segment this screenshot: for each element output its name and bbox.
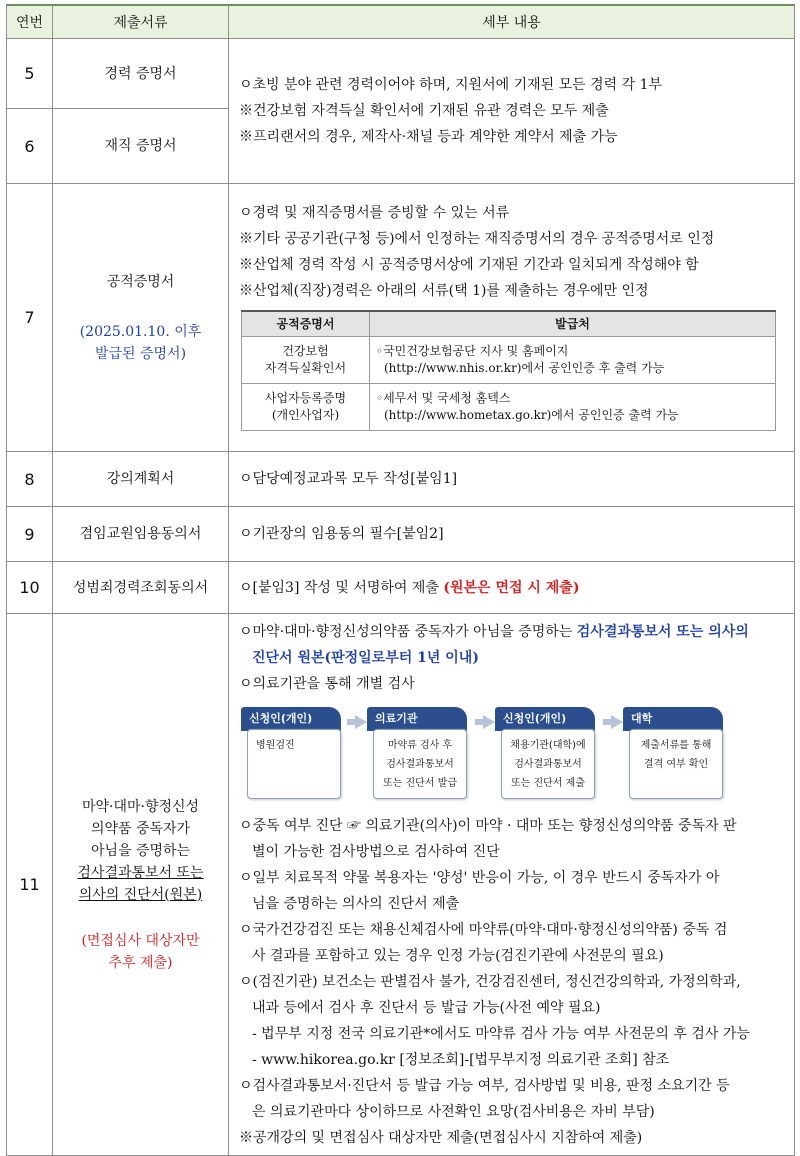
detail-line xyxy=(239,575,788,601)
row-number: 6 xyxy=(7,109,53,184)
flow-step-medical xyxy=(367,707,475,801)
flow-arrow-icon xyxy=(355,715,367,729)
detail-text: ㅇ마약·대마·향정신성의약품 중독자가 아님을 증명하는 xyxy=(239,623,577,640)
detail-line: ※산업체(직장)경력은 아래의 서류(택 1)를 제출하는 경우에만 인정 xyxy=(239,283,649,299)
detail-line: ㅇ초빙 분야 관련 경력이어야 하며, 지원서에 기재된 모든 경력 각 1부 xyxy=(239,77,663,93)
document-name: 경력 증명서 xyxy=(53,39,229,109)
row-detail-10 xyxy=(229,562,795,614)
sub-header-doc: 공적증명서 xyxy=(242,311,370,337)
flow-step-text: 또는 진단서 발급 xyxy=(383,777,457,789)
detail-line: ㅇ일부 치료목적 약물 복용자는 '양성' 반응이 가능, 이 경우 반드시 중독자가 아 xyxy=(239,869,720,886)
flow-step-head: 대학 xyxy=(623,707,723,731)
flow-step-text: 채용기관(대학)에 xyxy=(510,739,586,751)
flow-step-body xyxy=(629,729,723,799)
official-certificate-table xyxy=(241,310,776,431)
header-doc: 제출서류 xyxy=(53,5,229,39)
document-name: 겸임교원임용동의서 xyxy=(53,507,229,562)
flow-step-body xyxy=(373,729,467,799)
header-detail: 세부 내용 xyxy=(229,5,795,39)
flow-arrow-icon xyxy=(483,715,495,729)
flow-step-text: 또는 진단서 제출 xyxy=(511,777,585,789)
detail-line: ※기타 공공기관(구청 등)에서 인정하는 재직증명서의 경우 공적증명서로 인정 xyxy=(239,231,715,247)
flow-step-text: 결격 여부 확인 xyxy=(643,758,709,770)
document-name-cell xyxy=(53,184,229,452)
detail-line: ㅇ의료기관을 통해 개별 검사 xyxy=(239,675,415,692)
table-header-row xyxy=(7,5,795,39)
table-row-5 xyxy=(7,39,795,109)
document-name-line: 의사의 진단서(원본) xyxy=(78,886,203,903)
sub-doc-cell xyxy=(242,384,370,431)
row-number: 9 xyxy=(7,507,53,562)
table-row-8 xyxy=(7,452,795,507)
flow-step-head: 의료기관 xyxy=(367,707,467,731)
flow-step-university xyxy=(623,707,731,801)
detail-line: ※공개강의 및 면접심사 대상자만 제출(면접심사시 지참하여 제출) xyxy=(239,1129,643,1146)
detail-line: ㅇ기관장의 임용동의 필수[붙임2] xyxy=(239,526,444,542)
document-name-cell xyxy=(53,614,229,1156)
flow-step-body xyxy=(247,729,341,799)
document-name-line: 아님을 증명하는 xyxy=(90,842,191,859)
detail-line: 님을 증명하는 의사의 진단서 제출 xyxy=(252,895,460,912)
sub-doc-line: 자격득실확인서 xyxy=(264,361,347,375)
row-number: 8 xyxy=(7,452,53,507)
row-number: 7 xyxy=(7,184,53,452)
sub-doc-cell xyxy=(242,337,370,384)
detail-text: ㅇ[붙임3] 작성 및 서명하여 제출 xyxy=(239,579,444,596)
flow-step-text: 검사결과통보서 xyxy=(386,758,454,770)
highlight-text: 검사결과통보서 또는 의사의 xyxy=(576,623,749,640)
sub-doc-line: 건강보험 xyxy=(282,344,329,358)
sub-source-line: (http://www.hometax.go.kr)에서 공인인증 출력 가능 xyxy=(384,408,679,422)
detail-line: ※프리랜서의 경우, 제작사·채널 등과 계약한 계약서 제출 가능 xyxy=(239,129,618,145)
detail-line: ㅇ국가건강검진 또는 채용신체검사에 마약류(마약·대마·향정신성의약품) 중독 검 xyxy=(239,921,728,938)
row-number: 5 xyxy=(7,39,53,109)
sub-source-cell xyxy=(370,337,776,384)
flow-step-head: 신청인(개인) xyxy=(241,707,341,731)
document-date-note: 발급된 증명서) xyxy=(94,345,187,362)
table-row-9 xyxy=(7,507,795,562)
row-number: 10 xyxy=(7,562,53,614)
sub-table-row xyxy=(242,337,776,384)
detail-line: ㅇ검사결과통보서·진단서 등 발급 가능 여부, 검사방법 및 비용, 판정 소요기간 등 xyxy=(239,1077,730,1094)
detail-line: 별이 가능한 검사방법으로 검사하여 진단 xyxy=(252,843,500,860)
flow-step-text: 병원검진 xyxy=(256,739,295,751)
sub-header-source: 발급처 xyxy=(370,311,776,337)
table-row-10 xyxy=(7,562,795,614)
original-at-interview-note: (원본은 면접 시 제출) xyxy=(443,579,580,596)
flow-step-head: 신청인(개인) xyxy=(495,707,595,731)
document-name: 공적증명서 xyxy=(106,273,175,290)
detail-line: 내과 등에서 검사 후 진단서 등 발급 가능(사전 예약 필요) xyxy=(252,999,601,1016)
document-name-line: 마약·대마·향정신성 xyxy=(81,798,200,815)
document-name-line: 검사결과통보서 또는 xyxy=(77,864,204,881)
row-detail-8 xyxy=(229,452,795,507)
document-date-note: (2025.01.10. 이후 xyxy=(79,323,202,340)
flow-step-text: 검사결과통보서 xyxy=(514,758,582,770)
table-row-11 xyxy=(7,614,795,1156)
row-number: 11 xyxy=(7,614,53,1156)
interview-only-note: (면접심사 대상자만 xyxy=(81,932,200,949)
flow-step-text: 마약류 검사 후 xyxy=(387,739,453,751)
detail-line xyxy=(239,619,788,645)
submission-documents-table xyxy=(6,4,795,1156)
detail-line: ※건강보험 자격득실 확인서에 기재된 유관 경력은 모두 제출 xyxy=(239,103,609,119)
detail-line: ㅇ중독 여부 진단 ☞ 의료기관(의사)이 마약 · 대마 또는 향정신성의약품 중독자 판 xyxy=(239,817,737,834)
detail-line: ※산업체 경력 작성 시 공적증명서상에 기재된 기간과 일치되게 작성해야 함 xyxy=(239,257,699,273)
row-detail-11 xyxy=(229,614,795,1156)
inspection-flow-diagram xyxy=(239,701,788,807)
table-row-7 xyxy=(7,184,795,452)
sub-table-header xyxy=(242,311,776,337)
header-no: 연번 xyxy=(7,5,53,39)
highlight-text: 진단서 원본(판정일로부터 1년 이내) xyxy=(252,649,479,666)
document-name: 성범죄경력조회동의서 xyxy=(53,562,229,614)
detail-line: - www.hikorea.go.kr [정보조회]-[법무부지정 의료기관 조회] 참조 xyxy=(252,1051,670,1068)
sub-doc-line: (개인사업자) xyxy=(271,408,340,422)
sub-source-line: (http://www.nhis.or.kr)에서 공인인증 후 출력 가능 xyxy=(384,361,665,375)
flow-arrow-icon xyxy=(611,715,623,729)
document-name-line: 의약품 중독자가 xyxy=(90,820,191,837)
detail-line: ㅇ경력 및 재직증명서를 증빙할 수 있는 서류 xyxy=(239,205,510,221)
detail-line: - 법무부 지정 전국 의료기관*에서도 마약류 검사 가능 여부 사전문의 후 검사 가능 xyxy=(252,1025,750,1042)
document-name: 강의계획서 xyxy=(53,452,229,507)
document-name: 재직 증명서 xyxy=(53,109,229,184)
detail-line: 사 결과를 포함하고 있는 경우 인정 가능(검진기관에 사전문의 필요) xyxy=(252,947,664,964)
sub-source-line: ◦국민건강보험공단 지사 및 홈페이지 xyxy=(376,344,569,358)
row-detail-7 xyxy=(229,184,795,452)
sub-source-cell xyxy=(370,384,776,431)
flow-step-text: 제출서류를 통해 xyxy=(640,739,712,751)
flow-step-applicant xyxy=(241,707,349,801)
detail-line: ㅇ(검진기관) 보건소는 판별검사 불가, 건강검진센터, 정신건강의학과, 가정의학과, xyxy=(239,973,741,990)
detail-line: ㅇ담당예정교과목 모두 작성[붙임1] xyxy=(239,471,458,487)
sub-doc-line: 사업자등록증명 xyxy=(264,391,347,405)
flow-step-body xyxy=(501,729,595,799)
row-detail-9 xyxy=(229,507,795,562)
sub-table-row xyxy=(242,384,776,431)
detail-line: 은 의료기관마다 상이하므로 사전확인 요망(검사비용은 자비 부담) xyxy=(252,1103,655,1120)
interview-only-note: 추후 제출) xyxy=(108,954,173,971)
row-detail-5-6 xyxy=(229,39,795,184)
sub-source-line: ◦세무서 및 국세청 홈텍스 xyxy=(376,391,511,405)
flow-step-applicant-submit xyxy=(495,707,603,801)
